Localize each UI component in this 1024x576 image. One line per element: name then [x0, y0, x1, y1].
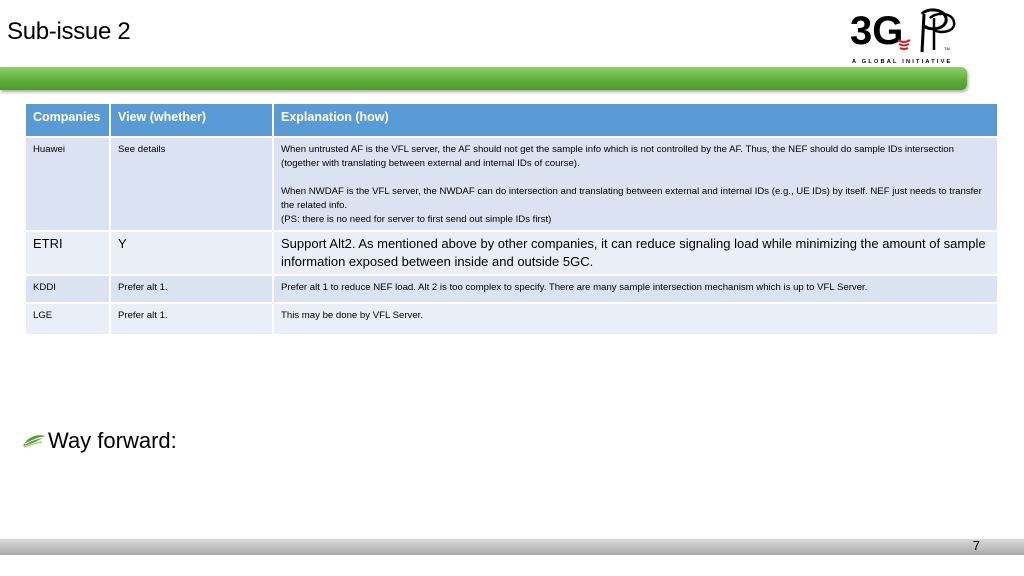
- explanation-paragraph: When untrusted AF is the VFL server, the AF should not get the sample info which is not controlled by the AF. Thus, the NEF should do sample IDs intersection (together with translating between external and internal IDs of course).: [281, 144, 954, 169]
- cell-view: See details: [110, 137, 273, 231]
- green-leaf-bullet-icon: [22, 432, 46, 450]
- header-explanation: Explanation (how): [273, 103, 998, 137]
- svg-text:3G: 3G: [850, 9, 904, 53]
- svg-text:TM: TM: [944, 46, 950, 51]
- table-row: [25, 137, 998, 231]
- cell-company: Huawei: [25, 137, 110, 231]
- comments-table: [24, 102, 999, 336]
- table-row: [25, 231, 998, 275]
- page-number: 7: [972, 538, 980, 553]
- 3gpp-logo-mark: [848, 4, 960, 60]
- cell-explanation: This may be done by VFL Server.: [273, 303, 998, 335]
- footer-bar: [0, 539, 1024, 555]
- explanation-paragraph: (PS: there is no need for server to first send out simple IDs first): [281, 214, 552, 225]
- cell-view: Prefer alt 1.: [110, 303, 273, 335]
- table-row: [25, 275, 998, 303]
- cell-view: Y: [110, 231, 273, 275]
- cell-explanation: Support Alt2. As mentioned above by other companies, it can reduce signaling load while minimizing the amount of sample information exposed between inside and outside 5GC.: [273, 231, 998, 275]
- header-view: View (whether): [110, 103, 273, 137]
- slide-title: Sub-issue 2: [7, 18, 131, 45]
- cell-company: LGE: [25, 303, 110, 335]
- title-divider-bar: [0, 67, 967, 90]
- cell-company: ETRI: [25, 231, 110, 275]
- way-forward-bullet: [22, 428, 177, 454]
- logo-tagline: A GLOBAL INITIATIVE: [852, 59, 953, 65]
- table-row: [25, 303, 998, 335]
- way-forward-text: Way forward:: [48, 428, 177, 453]
- header-companies: Companies: [25, 103, 110, 137]
- cell-view: Prefer alt 1.: [110, 275, 273, 303]
- cell-company: KDDI: [25, 275, 110, 303]
- explanation-paragraph: When NWDAF is the VFL server, the NWDAF can do intersection and translating between external and internal IDs (e.g., UE IDs) by itself. NEF just needs to transfer the related info.: [281, 186, 982, 211]
- cell-explanation: [273, 137, 998, 231]
- cell-explanation: Prefer alt 1 to reduce NEF load. Alt 2 is too complex to specify. There are many sample intersection mechanism which is up to VFL Server.: [273, 275, 998, 303]
- table-header-row: [25, 103, 998, 137]
- 3gpp-logo: [848, 4, 960, 68]
